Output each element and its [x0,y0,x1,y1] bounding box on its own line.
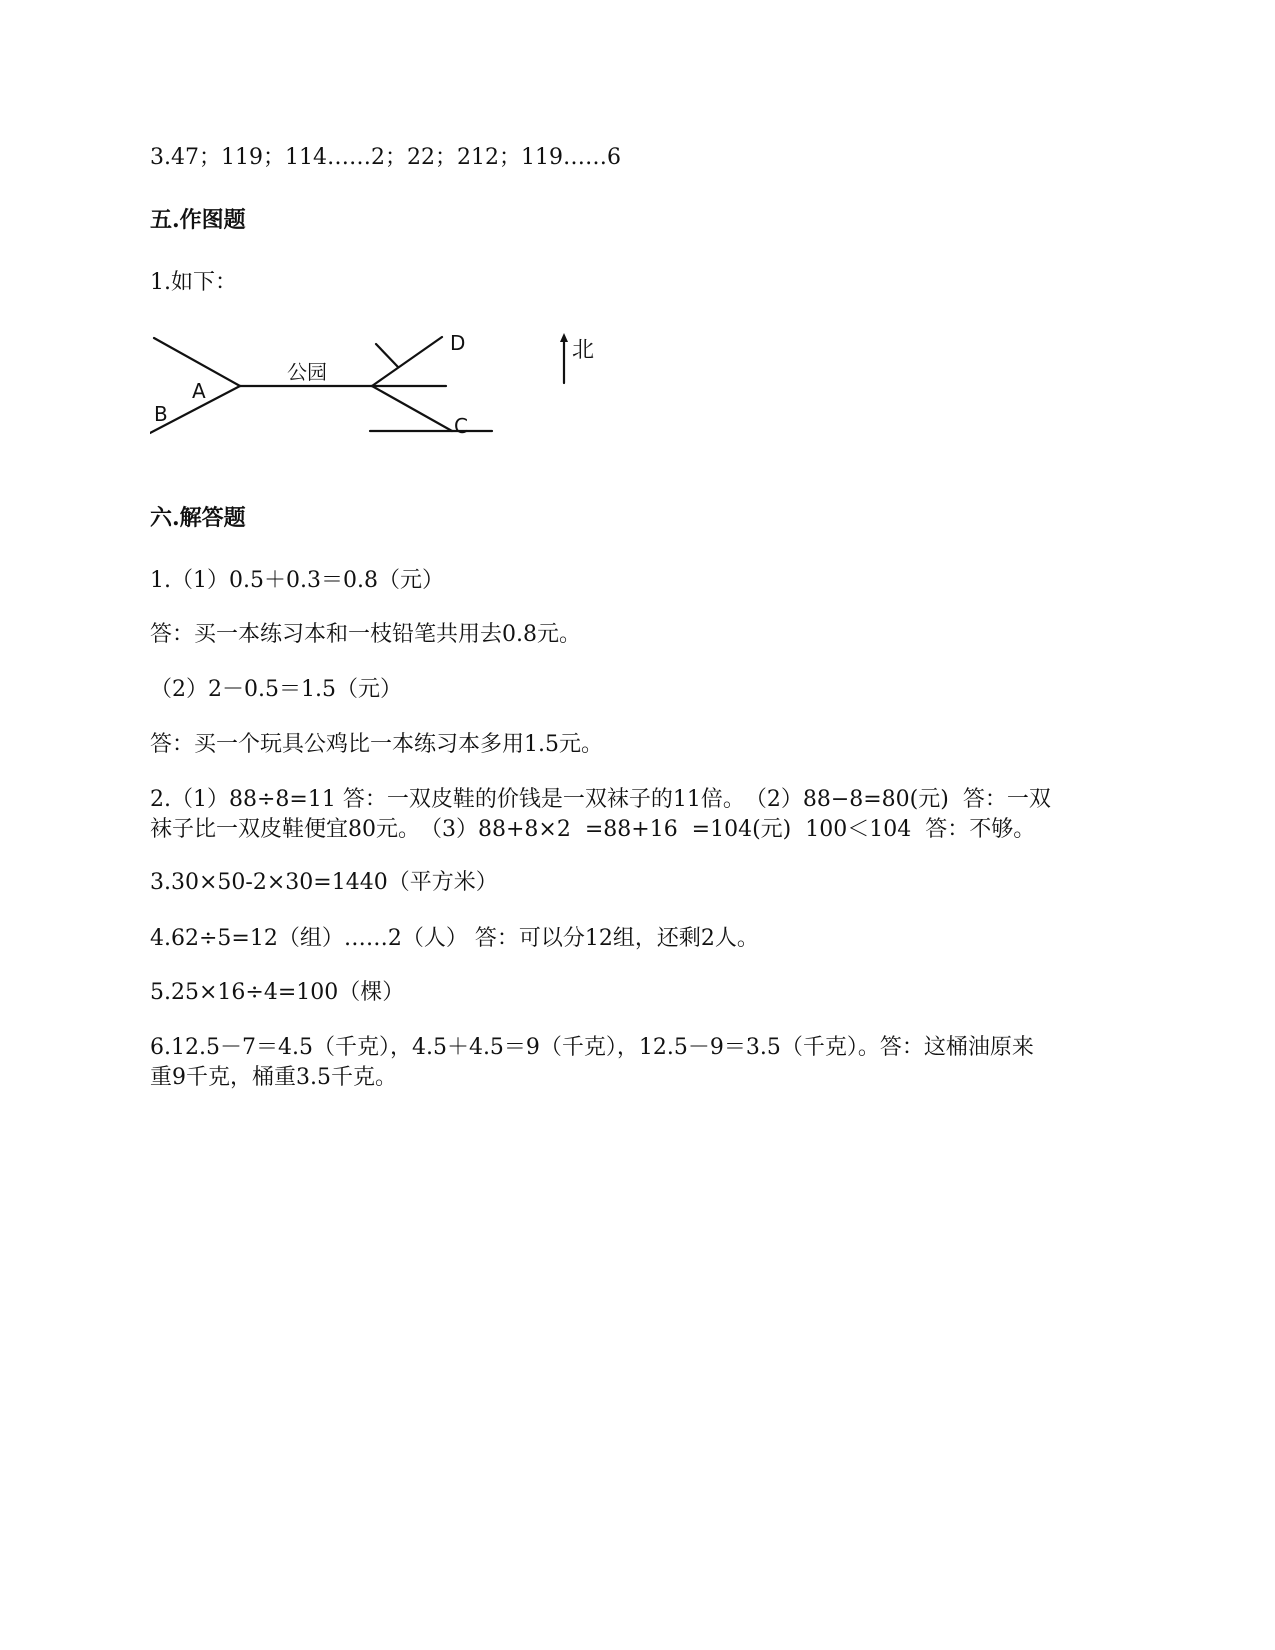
label-b: B [154,402,168,426]
solution-3: 3.30×50-2×30=1440（平方米） [150,870,498,895]
section-heading-solutions: 六.解答题 [150,505,246,531]
solution-5: 5.25×16÷4=100（棵） [150,980,405,1005]
solution-2-line-1: 2.（1）88÷8=11 答：一双皮鞋的价钱是一双袜子的11倍。 （2）88−8=80(元) 答：一双 [150,787,1051,812]
label-d: D [450,333,466,355]
solution-1-part-2-answer: 答：买一个玩具公鸡比一本练习本多用1.5元。 [150,732,603,757]
drawing-answer-1: 1.如下： [150,270,237,295]
solution-1-part-2: （2）2－0.5＝1.5（元） [150,677,402,702]
road-to-d [372,337,442,386]
answer-line-3: 3.47；119；114……2；22；212；119……6 [150,145,621,170]
solution-6-line-1: 6.12.5－7＝4.5（千克），4.5＋4.5＝9（千克），12.5－9＝3.5（千克）。答：这桶油原来 [150,1035,1034,1060]
label-north: 北 [572,338,595,363]
solution-6-line-2: 重9千克，桶重3.5千克。 [150,1065,397,1090]
road-d-spur [376,344,398,367]
road-to-c [372,386,452,431]
label-park: 公园 [287,360,327,384]
label-c: C [454,414,468,438]
north-arrow-head [560,333,568,342]
solution-4: 4.62÷5=12（组）……2（人） 答：可以分12组，还剩2人。 [150,926,759,951]
label-a: A [192,379,206,403]
route-diagram [150,333,630,445]
section-heading-drawing: 五.作图题 [150,207,246,233]
solution-1-part-1: 1.（1）0.5＋0.3＝0.8（元） [150,568,444,593]
solution-1-part-1-answer: 答：买一本练习本和一枝铅笔共用去0.8元。 [150,622,581,647]
solution-2-line-2: 袜子比一双皮鞋便宜80元。 （3）88+8×2 =88+16 =104(元) 100＜104 答：不够。 [150,817,1036,842]
